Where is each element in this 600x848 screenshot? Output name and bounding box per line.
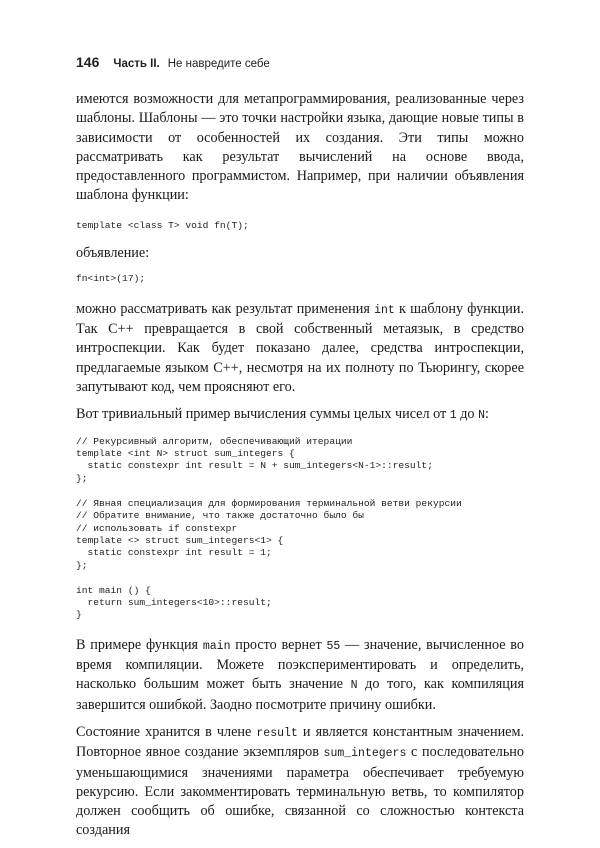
inline-code: N — [478, 409, 485, 423]
paragraph-1: имеются возможности для метапрограммирования, реализованные через шаблоны. Шаблоны — это точки настройки языка, дающие новые типы в зависимости от особенностей их создания. Эти типы можно рассматривать как результат вычислений на основе ввода, предоставленного программистом. Например, при наличии объявления шаблона функции: — [76, 91, 524, 204]
paragraph-2: объявление: — [76, 245, 150, 262]
inline-code: sum_integers — [323, 747, 407, 761]
chapter-title: Не навредите себе — [167, 58, 270, 70]
inline-code: main — [202, 639, 231, 653]
paragraph-4: Вот тривиальный пример вычисления суммы целых чисел от 1 до N: — [76, 406, 489, 423]
paragraph-3: можно рассматривать как результат применения int к шаблону функции. Так C++ превращается в свой собственный метаязык, в средство интроспекции. Как будет показано далее, средства интроспекции, предлагаемые языком C++, несмотря на их полноту по Тьюрингу, скорее запутывают код, чем проясняют его. — [76, 300, 524, 396]
inline-code: N — [350, 679, 358, 693]
inline-code: 55 — [326, 639, 341, 653]
paragraph-6: Состояние хранится в члене result и является константным значением. Повторное явное создание экземпляров sum_integers с последовательно уменьшающимися значениями параметра обеспечивает требуемую рекурсию. Если закомментировать терминальную ветвь, то компилятор должен сообщить об ошибке, связанной со сложностью контекста создания — [76, 723, 524, 839]
inline-code: 1 — [449, 409, 457, 423]
code-sum-integers: // Рекурсивный алгоритм, обеспечивающий итерации template <int N> struct sum_integers { static constexpr int result = N + sum_integers<N-1>::result; }; // Явная специализация для формирования терминальной ветви рекурсии // Обратите внимание, что также достаточно было бы // использовать if constexpr template <> struct sum_integers<1> { static constexpr int result = 1; }; int main () { return sum_integers<10>::result; } — [76, 435, 462, 621]
page-content — [76, 90, 524, 841]
code-instantiation: fn<int>(17); — [76, 273, 146, 285]
inline-code: result — [256, 726, 298, 740]
inline-code: int — [374, 303, 395, 317]
page-number: 146 — [76, 54, 100, 70]
page-header — [76, 54, 270, 70]
code-template-declaration: template <class T> void fn(T); — [76, 219, 249, 231]
part-label: Часть II. — [113, 58, 160, 70]
paragraph-5: В примере функция main просто вернет 55 — значение, вычисленное во время компиляции. Можете поэкспериментировать и определить, насколько большим может быть значение N до того, как компиляция завершится ошибкой. Заодно посмотрите причину ошибки. — [76, 636, 524, 713]
